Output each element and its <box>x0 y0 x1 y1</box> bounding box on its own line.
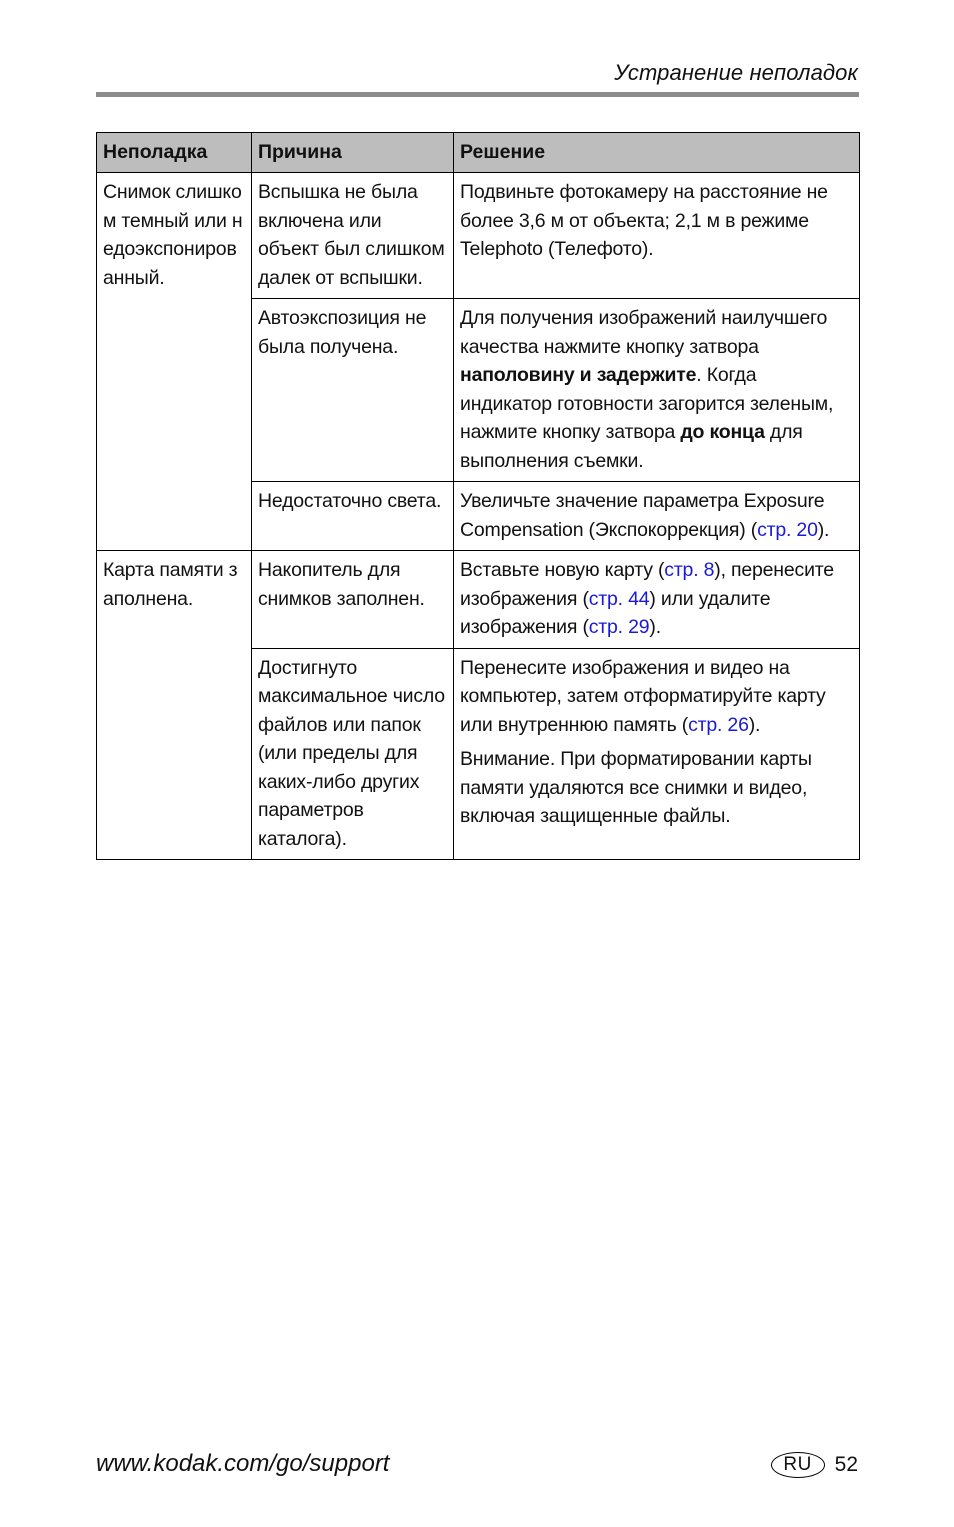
solution-text: ). <box>817 518 830 541</box>
solution-note: Внимание. При форматировании карты памяти удаляются все снимки и видео, включая защищенные файлы. <box>460 748 812 827</box>
problem-cell: Карта памяти заполнена. <box>97 551 252 860</box>
solution-text: ), перенесите изображения ( <box>460 559 834 610</box>
page-link[interactable]: стр. 26 <box>688 713 749 736</box>
solution-text: Перенесите изображения и видео на компьютер, затем отформатируйте карту или внутреннюю память ( <box>460 656 826 736</box>
cause-cell: Накопитель для снимков заполнен. <box>252 551 454 649</box>
solution-paragraph <box>460 654 853 740</box>
cause-cell: Автоэкспозиция не была получена. <box>252 299 454 482</box>
troubleshooting-table <box>96 132 860 860</box>
solution-text: ). <box>649 616 661 638</box>
solution-cell <box>454 551 860 649</box>
page-link[interactable]: стр. 44 <box>588 587 650 610</box>
column-header-cause: Причина <box>252 133 454 173</box>
solution-cell <box>454 482 860 551</box>
support-url-link[interactable]: www.kodak.com/go/support <box>96 1450 390 1477</box>
solution-text: . Когда индикатор готовности загорится зеленым, нажмите кнопку затвора <box>460 364 834 443</box>
column-header-problem: Неполадка <box>97 133 252 173</box>
page-link[interactable]: стр. 8 <box>664 559 715 581</box>
solution-bold-text: до конца <box>680 421 765 443</box>
page-header-title: Устранение неполадок <box>614 60 858 85</box>
cause-cell: Вспышка не была включена или объект был слишком далек от вспышки. <box>252 173 454 299</box>
table-row <box>97 551 860 649</box>
page-link[interactable]: стр. 20 <box>757 518 818 541</box>
cause-cell: Недостаточно света. <box>252 482 454 551</box>
solution-text: Увеличьте значение параметра Exposure Compensation (Экспокоррекция) ( <box>460 490 825 541</box>
solution-cell <box>454 648 860 860</box>
solution-text: Для получения изображений наилучшего качества нажмите кнопку затвора <box>460 307 828 358</box>
language-badge: RU <box>771 1452 825 1478</box>
solution-bold-text: наполовину и задержите <box>460 364 697 386</box>
solution-text: для выполнения съемки. <box>460 421 803 472</box>
page-link[interactable]: стр. 29 <box>588 616 650 638</box>
problem-cell: Снимок слишком темный или недоэкспонированный. <box>97 173 252 551</box>
solution-text: ). <box>748 713 761 736</box>
cause-cell: Достигнуто максимальное число файлов или папок (или пределы для каких-либо других параметров каталога). <box>252 648 454 860</box>
solution-text: Вставьте новую карту ( <box>460 559 665 581</box>
footer-page-info <box>771 1452 858 1478</box>
column-header-solution: Решение <box>454 133 860 173</box>
solution-cell: Подвиньте фотокамеру на расстояние не более 3,6 м от объекта; 2,1 м в режиме Telephoto (Телефото). <box>454 173 860 299</box>
table-row <box>97 173 860 299</box>
solution-text: ) или удалите изображения ( <box>460 587 771 638</box>
solution-cell <box>454 299 860 482</box>
page-number: 52 <box>834 1453 858 1476</box>
table-header-row <box>97 133 860 173</box>
header-divider <box>96 92 859 97</box>
